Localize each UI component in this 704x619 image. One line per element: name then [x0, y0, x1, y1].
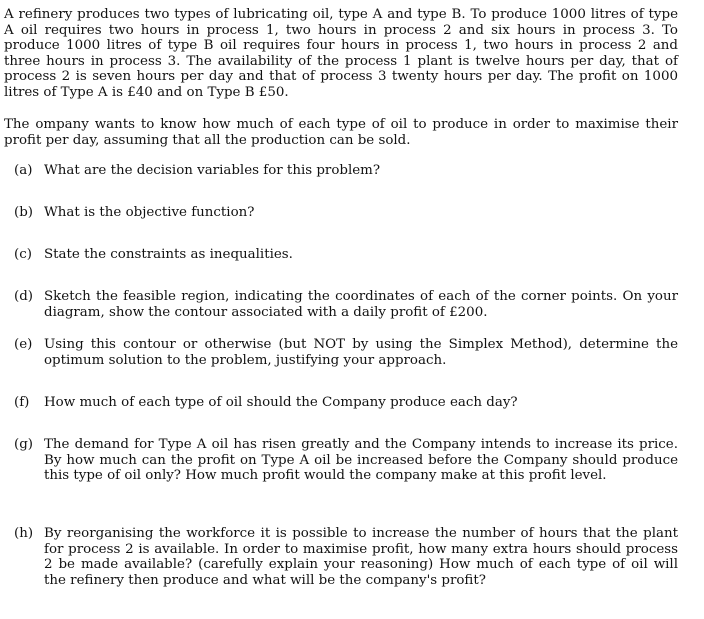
question-label: (g) [14, 437, 34, 452]
question-label: (f) [14, 395, 30, 410]
intro-paragraph: A refinery produces two types of lubricating oil, type A and type B. To produce 1000 litres of type A oil requires two hours in process 1, two hours in process 2 and six hours in process 3. To produce 1000 litres of type B oil requires four hours in process 1, two hours in process 2 and three hours in process 3. The availability of the process 1 plant is twelve hours per day, that of process 2 is seven hours per day and that of process 3 twenty hours per day. The profit on 1000 litres of Type A is £40 and on Type B £50. [4, 7, 678, 100]
question-text: What are the decision variables for this problem? [44, 163, 381, 178]
question-text: State the constraints as inequalities. [44, 247, 293, 262]
question-label: (a) [14, 163, 33, 178]
question-text: By reorganising the workforce it is possible to increase the number of hours that the plant for process 2 is available. In order to maximise profit, how many extra hours should process 2 be made available? (carefully explain your reasoning) How much of each type of oil will the refinery then produce and what will be the company's profit? [44, 526, 678, 588]
question-label: (d) [14, 289, 34, 304]
question-label: (c) [14, 247, 32, 262]
question-text: What is the objective function? [44, 205, 255, 220]
question-label: (h) [14, 526, 34, 541]
question-text: How much of each type of oil should the Company produce each day? [44, 395, 518, 410]
question-d [14, 289, 678, 320]
question-c [14, 247, 678, 263]
question-g [14, 437, 678, 484]
question-b [14, 205, 678, 221]
question-label: (e) [14, 337, 33, 352]
question-h [14, 526, 678, 588]
task-paragraph: The ompany wants to know how much of each type of oil to produce in order to maximise their profit per day, assuming that all the production can be sold. [4, 117, 678, 148]
question-text: The demand for Type A oil has risen greatly and the Company intends to increase its price. By how much can the profit on Type A oil be increased before the Company should produce this type of oil only? How much profit would the company make at this profit level. [44, 437, 678, 484]
question-a [14, 163, 678, 179]
question-e [14, 337, 678, 368]
question-text: Using this contour or otherwise (but NOT by using the Simplex Method), determine the optimum solution to the problem, justifying your approach. [44, 337, 678, 368]
question-text: Sketch the feasible region, indicating the coordinates of each of the corner points. On your diagram, show the contour associated with a daily profit of £200. [44, 289, 678, 320]
question-label: (b) [14, 205, 34, 220]
question-f [14, 395, 678, 411]
